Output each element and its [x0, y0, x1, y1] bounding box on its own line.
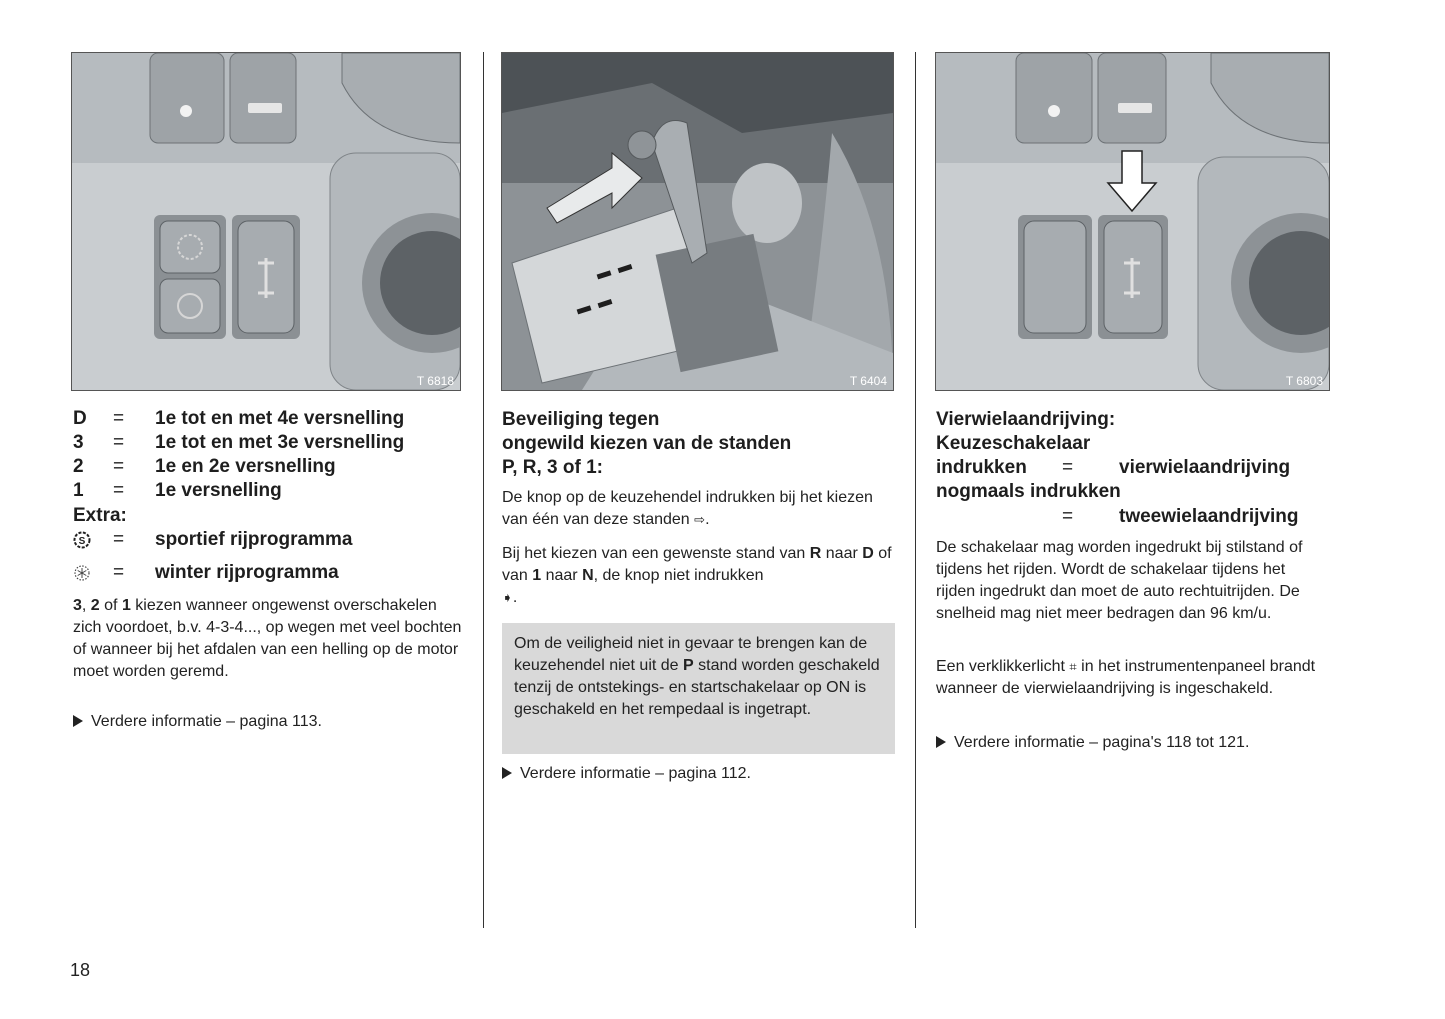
legend-value: 1e tot en met 3e versnelling [155, 432, 405, 453]
body-text: naar [541, 567, 583, 584]
body-text: naar [821, 545, 863, 562]
4wd-indicator-icon: ⌗ [1069, 659, 1077, 674]
switch-row-2-value [936, 505, 1336, 529]
body-text: De schakelaar mag worden ingedrukt bij stilstand of tijdens het rijden. Wordt de schakelaar tijdens het rijden ingedrukt dan moet de auto rechtuitrijden. De snelheid mag niet meer bedragen dan 96 km/u. [936, 539, 1303, 622]
body-text: , de knop niet indrukken [593, 567, 764, 584]
body-text: Een verklikkerlicht [936, 658, 1065, 675]
gear-r: R [809, 545, 822, 562]
extra-row-sport [73, 529, 473, 555]
body-text: kiezen wanneer ongewenst overschakelen zich voordoet, b.v. 4-3-4..., op wegen met veel bochten of wanneer bij het afdalen van een helling op de motor moet worden geremd. [73, 597, 462, 680]
svg-text:S: S [78, 536, 86, 547]
legend-row-d [73, 408, 473, 432]
extra-row-winter [73, 562, 473, 588]
legend-key: D [73, 408, 87, 429]
right-para-2 [936, 656, 1328, 700]
heading-line: Beveiliging tegen [502, 409, 660, 430]
column-divider-2 [915, 52, 916, 928]
switch-row-2-key [936, 480, 1336, 504]
column-divider-1 [483, 52, 484, 928]
arrow-right-icon [502, 767, 512, 779]
photo-code: T 6818 [416, 374, 454, 388]
heading-line: P, R, 3 of 1: [502, 457, 604, 478]
legend-eq: = [113, 408, 125, 429]
legend-eq: = [113, 562, 125, 583]
middle-para-1: De knop op de keuzehendel indrukken bij het kiezen van één van deze standen ⇨. [502, 489, 873, 528]
photo-4wd-switch [935, 52, 1330, 391]
legend-key: 2 [73, 456, 84, 477]
note-text: Om de veiligheid niet in gevaar te brengen kan de keuzehendel niet uit de [514, 635, 868, 674]
middle-para-2: Bij het kiezen van een gewenste stand van R naar D of van 1 naar N, de knop niet indrukken ➧. [502, 545, 892, 606]
reference-text: Verdere informatie – pagina's 118 tot 121. [954, 734, 1250, 751]
arrow-right-icon [936, 736, 946, 748]
photo-code: T 6803 [1285, 374, 1323, 388]
middle-reference [502, 765, 751, 783]
body-text: , [81, 597, 91, 614]
press-button-icon: ⇨ [694, 512, 706, 527]
extra-label-text: Extra: [73, 505, 127, 526]
legend-row-1 [73, 480, 473, 504]
legend-eq: = [113, 480, 125, 501]
middle-heading [502, 408, 902, 480]
legend-eq: = [113, 432, 125, 453]
right-para-1 [936, 537, 1328, 625]
photo-code: T 6404 [849, 374, 887, 388]
body-text: De knop op de keuzehendel indrukken bij het kiezen van één van deze standen [502, 489, 873, 528]
no-press-icon: ➧ [502, 590, 513, 605]
left-body-text [73, 595, 463, 683]
sport-program-icon [73, 531, 91, 555]
gear-2: 2 [90, 597, 100, 614]
legend-eq: = [113, 529, 125, 550]
heading-line: Keuzeschakelaar [936, 433, 1091, 454]
legend-key: 1 [73, 480, 84, 501]
gear-d: D [862, 545, 874, 562]
extra-label [73, 505, 127, 527]
body-text: Bij het kiezen van een gewenste stand van [502, 545, 810, 562]
row-key: indrukken [936, 457, 1027, 478]
gear-1: 1 [532, 567, 542, 584]
body-text: of [99, 597, 122, 614]
safety-note-box [502, 623, 895, 754]
photo-gear-selector [501, 52, 894, 391]
legend-eq: = [113, 456, 125, 477]
row-eq: = [1062, 457, 1074, 478]
row-key: nogmaals indrukken [936, 481, 1121, 502]
legend-row-3 [73, 432, 473, 456]
legend-value: 1e en 2e versnelling [155, 456, 336, 477]
gear-1: 1 [121, 597, 131, 614]
row-eq: = [1062, 506, 1074, 527]
legend-row-2 [73, 456, 473, 480]
arrow-right-icon [73, 715, 83, 727]
heading-line: ongewild kiezen van de standen [502, 433, 792, 454]
left-reference [73, 713, 322, 731]
legend-value: winter rijprogramma [155, 562, 339, 583]
heading-line: Vierwielaandrijving: [936, 409, 1116, 430]
row-value: vierwielaandrijving [1119, 457, 1291, 478]
page-number: 18 [70, 960, 91, 980]
photo-drive-mode-switches [71, 52, 461, 391]
legend-value: 1e versnelling [155, 480, 282, 501]
legend-value: sportief rijprogramma [155, 529, 353, 550]
gear-3: 3 [73, 597, 82, 614]
reference-text: Verdere informatie – pagina 112. [520, 765, 751, 782]
gear-p: P [683, 657, 694, 674]
winter-program-icon [73, 564, 91, 588]
switch-row-1 [936, 456, 1336, 480]
legend-key: 3 [73, 432, 84, 453]
body-text: in het instrumentenpaneel brandt wanneer de vierwielaandrijving is ingeschakeld. [936, 658, 1316, 697]
right-reference [936, 734, 1249, 752]
body-text: of van [502, 545, 892, 584]
note-text: stand worden geschakeld tenzij de ontstekings- en startschakelaar op ON is geschakeld en het rempedaal is ingetrapt. [514, 657, 880, 718]
row-value: tweewielaandrijving [1119, 506, 1299, 527]
right-heading [936, 408, 1336, 456]
legend-value: 1e tot en met 4e versnelling [155, 408, 405, 429]
gear-n: N [582, 567, 594, 584]
reference-text: Verdere informatie – pagina 113. [91, 713, 322, 730]
